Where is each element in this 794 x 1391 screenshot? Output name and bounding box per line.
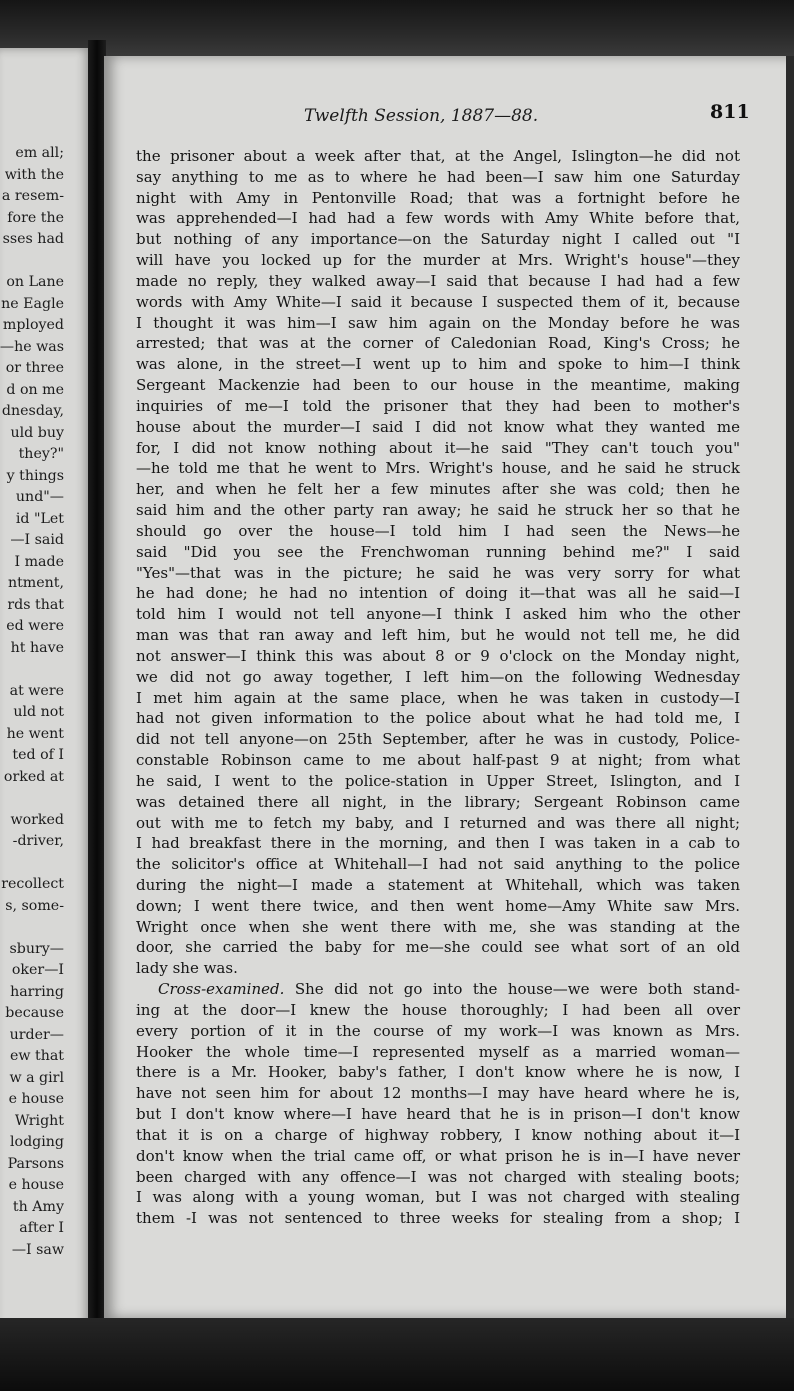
body-line: them -I was not sentenced to three weeks for stealing from a shop; I <box>136 1209 740 1228</box>
body-line: that it is on a charge of highway robbery, I know nothing about it—I <box>136 1125 740 1144</box>
left-page-line: ted of I <box>12 747 64 763</box>
left-page-line: Wright <box>14 1112 64 1129</box>
left-page-line: fore the <box>7 209 64 226</box>
left-page-line: on Lane <box>6 274 64 290</box>
body-line: arrested; that was at the corner of Caledonian Road, King's Cross; he <box>136 334 740 353</box>
body-line: he had done; he had no intention of doing it—that was all he said—I <box>136 584 740 603</box>
cross-examined-text: She did not go into the house—we were both stand- <box>284 980 740 999</box>
left-page-line: Parsons <box>7 1155 64 1172</box>
left-page-line: —he was <box>0 338 64 355</box>
body-line: but nothing of any importance—on the Saturday night I called out "I <box>136 230 740 249</box>
body-line: night with Amy in Pentonville Road; that was a fortnight before he <box>136 188 740 207</box>
body-line: down; I went there twice, and then went home—Amy White saw Mrs. <box>136 896 740 915</box>
body-line: I thought it was him—I saw him again on the Monday before he was <box>136 313 740 332</box>
left-page-line: sses had <box>2 231 64 247</box>
body-line: he said, I went to the police-station in Upper Street, Islington, and I <box>136 771 740 790</box>
body-line: inquiries of me—I told the prisoner that they had been to mother's <box>136 396 740 415</box>
body-line: her, and when he felt her a few minutes after she was cold; then he <box>136 480 740 499</box>
left-page-line: id "Let <box>15 510 64 527</box>
left-page-line: orked at <box>3 768 64 785</box>
body-line: made no reply, they walked away—I said that because I had had a few <box>136 271 740 290</box>
left-facing-page <box>0 48 92 1348</box>
body-line: —he told me that he went to Mrs. Wright's house, and he said he struck <box>136 459 740 478</box>
left-page-line: ne Eagle <box>1 295 64 312</box>
left-page-line: -driver, <box>12 833 64 849</box>
left-page-line: ntment, <box>7 575 64 591</box>
left-page-line: urder— <box>9 1026 64 1043</box>
scan-top-border <box>0 0 794 58</box>
body-line: constable Robinson came to me about half-past 9 at night; from what <box>136 751 740 770</box>
left-page-line: sbury— <box>9 940 64 957</box>
body-line: words with Amy White—I said it because I suspected them of it, because <box>136 292 740 311</box>
left-page-line: —I said <box>10 532 64 548</box>
body-text <box>136 146 740 1229</box>
body-line: did not tell anyone—on 25th September, after he was in custody, Police- <box>136 730 740 749</box>
body-line: been charged with any offence—I was not charged with stealing boots; <box>136 1167 740 1186</box>
left-page-line: at were <box>9 682 64 699</box>
left-page-line: —I saw <box>11 1241 64 1258</box>
page-number: 811 <box>710 101 750 123</box>
left-page-line: th Amy <box>12 1198 64 1215</box>
body-line: man was that ran away and left him, but he would not tell me, he did <box>136 626 740 645</box>
left-page-line: uld buy <box>10 424 64 441</box>
body-line: lady she was. <box>136 959 238 978</box>
body-line: say anything to me as to where he had been—I saw him one Saturday <box>136 167 740 186</box>
body-line: I had breakfast there in the morning, and then I was taken in a cab to <box>136 834 740 853</box>
body-line: I met him again at the same place, when he was taken in custody—I <box>136 688 740 707</box>
body-line: there is a Mr. Hooker, baby's father, I don't know where he is now, I <box>136 1063 740 1082</box>
left-page-line: they?" <box>18 446 64 462</box>
left-page-line: lodging <box>10 1134 64 1150</box>
body-line: was alone, in the street—I went up to him and spoke to him—I think <box>136 355 740 374</box>
left-page-line: y things <box>6 467 64 484</box>
body-line: had not given information to the police about what he had told me, I <box>136 709 740 728</box>
left-page-line: s, some- <box>5 897 64 914</box>
body-line: the solicitor's office at Whitehall—I had not said anything to the police <box>136 855 740 874</box>
left-page-line: rds that <box>7 596 64 613</box>
left-page-line: dnesday, <box>1 403 64 419</box>
body-line: during the night—I made a statement at Whitehall, which was taken <box>136 875 740 894</box>
body-line: was apprehended—I had had a few words with Amy White before that, <box>136 209 740 228</box>
body-line: Wright once when she went there with me, she was standing at the <box>136 917 740 936</box>
body-line: we did not go away together, I left him—on the following Wednesday <box>136 667 740 686</box>
left-page-line: e house <box>8 1177 64 1193</box>
cross-examined-label: Cross-examined. <box>158 980 285 999</box>
left-page-line: ht have <box>10 639 64 656</box>
left-page-line: em all; <box>15 145 64 161</box>
body-line: Hooker the whole time—I represented myself as a married woman— <box>136 1042 740 1061</box>
body-line: should go over the house—I told him I had seen the News—he <box>136 521 740 540</box>
body-line: don't know when the trial came off, or what prison he is in—I have never <box>136 1146 740 1165</box>
right-page <box>104 56 794 1318</box>
body-line: every portion of it in the course of my work—I was known as Mrs. <box>136 1021 740 1040</box>
left-page-line: a resem- <box>1 188 64 204</box>
body-line: "Yes"—that was in the picture; he said he was very sorry for what <box>136 563 740 582</box>
left-page-line: worked <box>10 811 64 828</box>
left-page-line: recollect <box>1 876 64 892</box>
body-line: not answer—I think this was about 8 or 9 o'clock on the Monday night, <box>136 646 740 665</box>
body-line: have not seen him for about 12 months—I may have heard where he is, <box>136 1084 740 1103</box>
body-line: said him and the other party ran away; he said he struck her so that he <box>136 501 740 520</box>
left-page-line: with the <box>4 166 64 183</box>
left-page-line: after I <box>19 1220 64 1236</box>
body-line: for, I did not know nothing about it—he said "They can't touch you" <box>136 438 740 457</box>
body-line: but I don't know where—I have heard that he is in prison—I don't know <box>136 1105 740 1124</box>
body-line: ing at the door—I knew the house thoroughly; I had been all over <box>136 1000 740 1019</box>
left-page-line: uld not <box>13 704 64 720</box>
body-line: will have you locked up for the murder at Mrs. Wright's house"—they <box>136 251 740 270</box>
body-line: house about the murder—I said I did not know what they wanted me <box>136 417 740 436</box>
scan-edge <box>786 56 794 1318</box>
left-page-line: mployed <box>2 317 64 333</box>
left-page-line: ed were <box>6 618 64 634</box>
body-line: was detained there all night, in the library; Sergeant Robinson came <box>136 792 740 811</box>
left-page-line: he went <box>6 725 64 742</box>
left-page-line: und"— <box>15 489 64 505</box>
scan-bottom-border <box>0 1318 794 1391</box>
body-line: the prisoner about a week after that, at the Angel, Islington—he did not <box>136 147 740 165</box>
left-page-line: w a girl <box>9 1069 64 1086</box>
body-line <box>136 979 740 1000</box>
body-line: I was along with a young woman, but I was not charged with stealing <box>136 1188 740 1207</box>
left-page-line: d on me <box>6 381 64 398</box>
left-page-line: or three <box>5 360 64 376</box>
left-page-line: oker—I <box>11 962 64 978</box>
left-page-line: harring <box>10 983 64 1000</box>
running-title: Twelfth Session, 1887—88. <box>304 106 539 126</box>
body-line: told him I would not tell anyone—I think I asked him who the other <box>136 605 740 624</box>
left-page-line: ew that <box>9 1048 64 1064</box>
body-line: Sergeant Mackenzie had been to our house in the meantime, making <box>136 376 740 395</box>
left-page-line: because <box>5 1005 64 1021</box>
left-page-line: I made <box>14 553 64 570</box>
body-line: out with me to fetch my baby, and I returned and was there all night; <box>136 813 740 832</box>
left-page-line: e house <box>8 1091 64 1107</box>
body-line: said "Did you see the Frenchwoman running behind me?" I said <box>136 542 740 561</box>
body-line: door, she carried the baby for me—she could see what sort of an old <box>136 938 740 957</box>
